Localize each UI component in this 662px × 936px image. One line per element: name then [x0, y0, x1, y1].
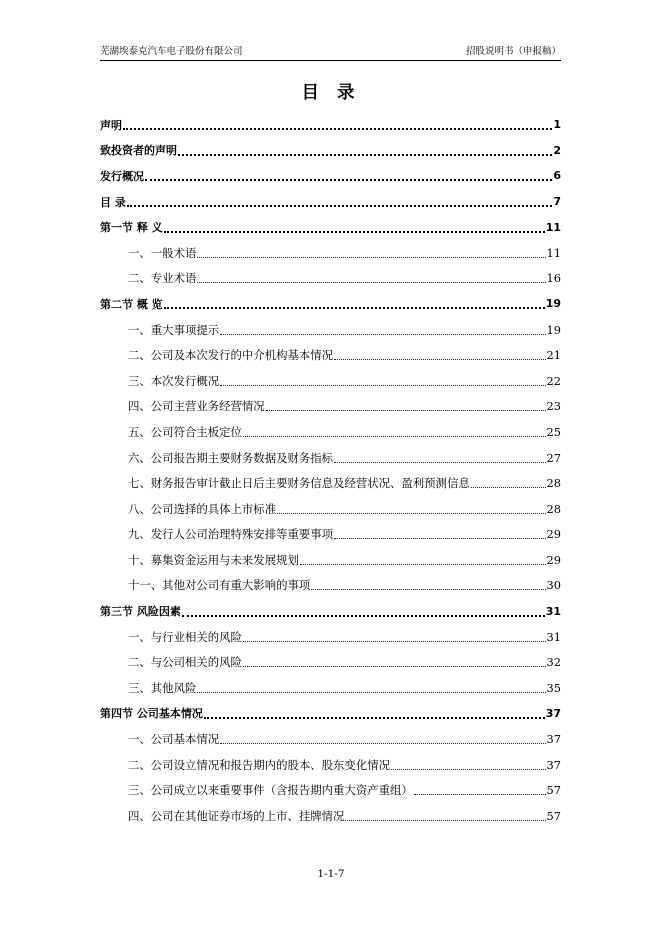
toc-entry-page: 25 [546, 424, 561, 439]
page-header [100, 44, 561, 61]
toc-leader-dots [334, 348, 545, 360]
toc-entry-label: 声明 [100, 118, 122, 132]
toc-entry-page: 31 [546, 629, 561, 644]
toc-leader-dots [243, 425, 546, 437]
toc-subsection-entry[interactable] [100, 240, 561, 266]
toc-entry-page: 30 [546, 578, 561, 593]
toc-entry-page: 2 [553, 143, 561, 157]
toc-subsection-entry[interactable] [100, 470, 561, 496]
toc-leader-dots [345, 809, 545, 821]
toc-subsection-entry[interactable] [100, 317, 561, 343]
toc-subsection-entry[interactable] [100, 803, 561, 829]
toc-leader-dots [334, 527, 545, 539]
toc-leader-dots [243, 655, 546, 667]
header-company: 芜湖埃泰克汽车电子股份有限公司 [100, 46, 243, 57]
toc-entry-label: 致投资者的声明 [100, 144, 177, 158]
toc-section-entry[interactable] [100, 598, 561, 624]
toc-entry-label: 五、公司符合主板定位 [128, 424, 242, 439]
toc-entry-page: 6 [553, 169, 561, 183]
toc-entry-label: 二、与公司相关的风险 [128, 655, 242, 670]
toc-entry-label: 四、公司主营业务经营情况 [128, 399, 265, 414]
toc-subsection-entry[interactable] [100, 777, 561, 803]
toc-entry-page: 1 [553, 118, 561, 132]
toc-entry-label: 一、与行业相关的风险 [128, 629, 242, 644]
toc-leader-dots [197, 681, 545, 693]
toc-leader-dots [391, 758, 546, 770]
toc-entry-label: 一、重大事项提示 [128, 322, 220, 337]
toc-section-entry[interactable] [100, 701, 561, 727]
toc-leader-dots [471, 476, 546, 488]
toc-entry-label: 二、公司设立情况和报告期内的股本、股东变化情况 [128, 757, 390, 772]
toc-entry-page: 57 [546, 783, 561, 798]
toc-leader-dots [266, 399, 546, 411]
toc-leader-dots [220, 374, 545, 386]
toc-section-entry[interactable] [100, 214, 561, 240]
toc-entry-page: 11 [545, 220, 561, 234]
toc-entry-page: 7 [553, 195, 561, 209]
toc-entry-label: 第一节 释 义 [100, 221, 163, 235]
toc-entry-label: 六、公司报告期主要财务数据及财务指标 [128, 450, 334, 465]
toc-entry-label: 七、财务报告审计截止日后主要财务信息及经营状况、盈利预测信息 [128, 476, 470, 491]
toc-subsection-entry[interactable] [100, 394, 561, 420]
table-of-contents [100, 112, 561, 829]
toc-subsection-entry[interactable] [100, 675, 561, 701]
toc-leader-dots [277, 502, 545, 514]
toc-leader-dots [127, 194, 553, 207]
toc-entry-page: 19 [546, 322, 561, 337]
toc-leader-dots [178, 143, 552, 156]
toc-entry-page: 16 [546, 271, 561, 286]
toc-entry-label: 第四节 公司基本情况 [100, 707, 203, 721]
toc-entry-page: 27 [546, 450, 561, 465]
toc-entry-page: 57 [546, 808, 561, 823]
toc-leader-dots [300, 553, 546, 565]
toc-entry-label: 四、公司在其他证券市场的上市、挂牌情况 [128, 808, 345, 823]
toc-subsection-entry[interactable] [100, 419, 561, 445]
toc-subsection-entry[interactable] [100, 522, 561, 548]
toc-entry-page: 29 [546, 527, 561, 542]
toc-entry-page: 21 [546, 348, 561, 363]
toc-entry-label: 十、募集资金运用与未来发展规划 [128, 552, 299, 567]
toc-entry-label: 九、发行人公司治理特殊安排等重要事项 [128, 527, 334, 542]
toc-section-entry[interactable] [100, 138, 561, 164]
page-title: 目 录 [301, 83, 361, 103]
toc-entry-label: 三、其他风险 [128, 680, 197, 695]
toc-leader-dots [123, 117, 552, 130]
toc-entry-page: 28 [546, 476, 561, 491]
toc-leader-dots [197, 246, 545, 258]
toc-subsection-entry[interactable] [100, 547, 561, 573]
toc-entry-label: 八、公司选择的具体上市标准 [128, 501, 277, 516]
toc-subsection-entry[interactable] [100, 752, 561, 778]
toc-entry-page: 19 [545, 297, 561, 311]
toc-leader-dots [311, 578, 545, 590]
toc-entry-label: 第二节 概 览 [100, 297, 163, 311]
toc-leader-dots [182, 604, 545, 617]
toc-subsection-entry[interactable] [100, 342, 561, 368]
toc-section-entry[interactable] [100, 112, 561, 138]
toc-leader-dots [243, 630, 546, 642]
toc-leader-dots [220, 323, 545, 335]
toc-entry-label: 目 录 [100, 195, 126, 209]
toc-entry-label: 发行概况 [100, 169, 144, 183]
toc-leader-dots [334, 451, 545, 463]
toc-section-entry[interactable] [100, 291, 561, 317]
toc-entry-page: 35 [546, 680, 561, 695]
toc-entry-label: 三、本次发行概况 [128, 373, 220, 388]
toc-entry-page: 37 [546, 732, 561, 747]
toc-leader-dots [197, 271, 545, 283]
toc-leader-dots [164, 296, 545, 309]
toc-entry-label: 一、一般术语 [128, 245, 197, 260]
toc-entry-page: 37 [545, 706, 561, 720]
toc-leader-dots [414, 783, 546, 795]
toc-subsection-entry[interactable] [100, 266, 561, 292]
toc-subsection-entry[interactable] [100, 496, 561, 522]
toc-entry-page: 37 [546, 757, 561, 772]
toc-entry-page: 22 [546, 373, 561, 388]
toc-subsection-entry[interactable] [100, 368, 561, 394]
toc-leader-dots [220, 732, 545, 744]
toc-entry-label: 一、公司基本情况 [128, 732, 220, 747]
toc-entry-label: 二、专业术语 [128, 271, 197, 286]
toc-subsection-entry[interactable] [100, 726, 561, 752]
toc-entry-page: 11 [546, 245, 561, 260]
toc-entry-page: 28 [546, 501, 561, 516]
toc-section-entry[interactable] [100, 189, 561, 215]
toc-leader-dots [164, 220, 545, 233]
toc-entry-page: 31 [545, 604, 561, 618]
toc-entry-label: 二、公司及本次发行的中介机构基本情况 [128, 348, 334, 363]
toc-section-entry[interactable] [100, 163, 561, 189]
page-number: 1-1-7 [317, 868, 345, 880]
toc-entry-page: 32 [546, 655, 561, 670]
toc-entry-label: 十一、其他对公司有重大影响的事项 [128, 578, 311, 593]
toc-entry-page: 23 [546, 399, 561, 414]
toc-subsection-entry[interactable] [100, 649, 561, 675]
toc-entry-label: 三、公司成立以来重要事件（含报告期内重大资产重组） [128, 783, 413, 798]
toc-subsection-entry[interactable] [100, 445, 561, 471]
toc-entry-label: 第三节 风险因素 [100, 605, 181, 619]
header-doc-type: 招股说明书（申报稿） [465, 46, 561, 57]
toc-entry-page: 29 [546, 552, 561, 567]
toc-leader-dots [145, 168, 552, 181]
toc-subsection-entry[interactable] [100, 624, 561, 650]
toc-leader-dots [204, 706, 545, 719]
toc-subsection-entry[interactable] [100, 573, 561, 599]
